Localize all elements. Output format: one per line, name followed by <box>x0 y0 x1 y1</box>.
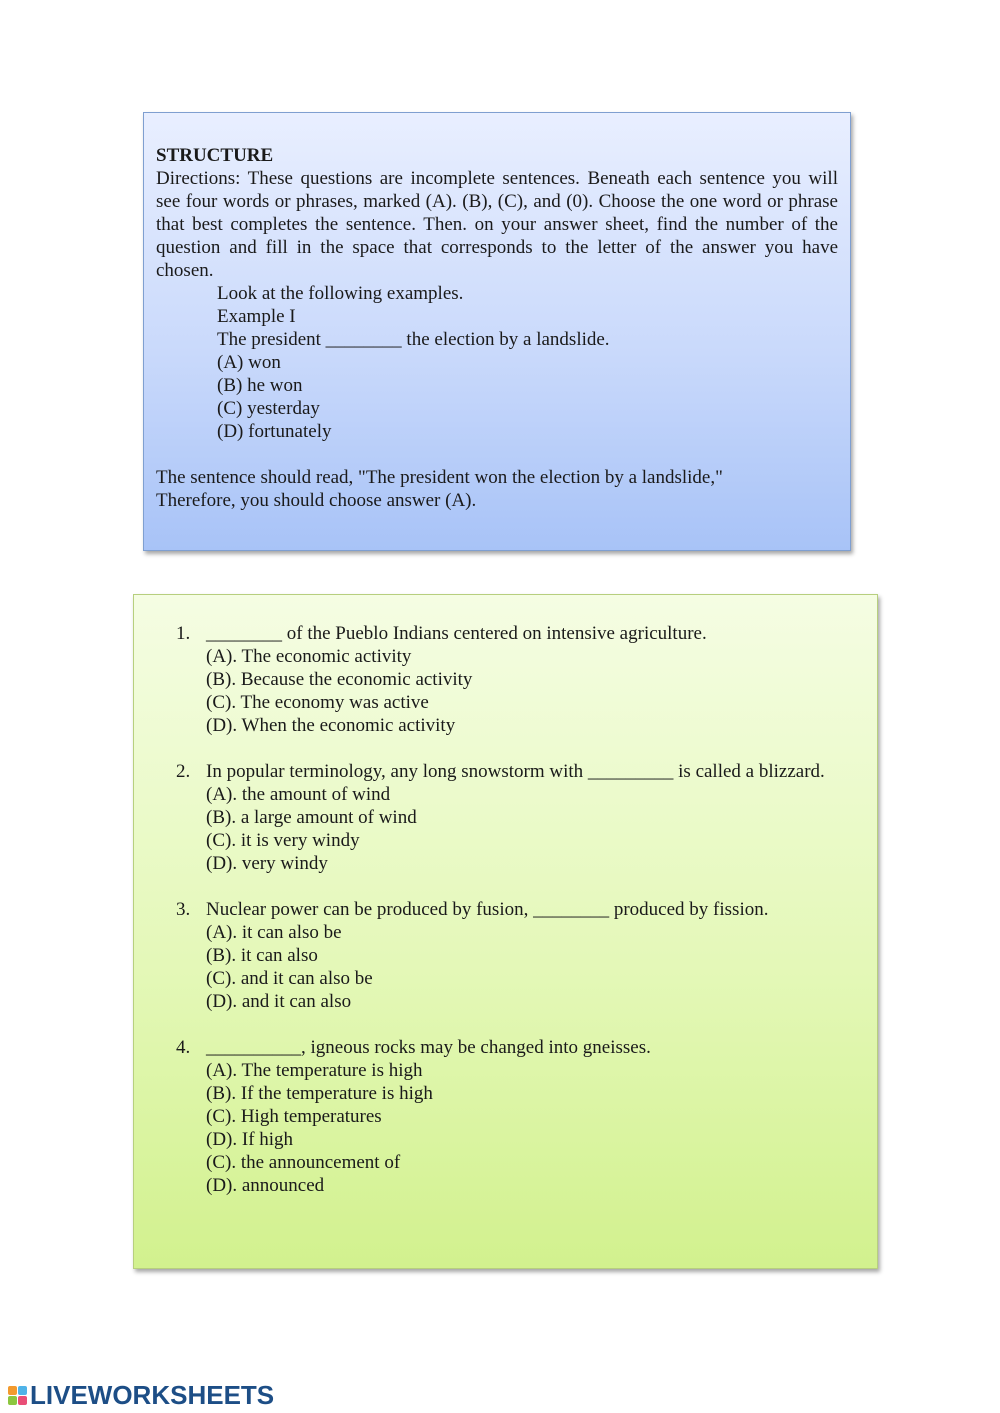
question-4 <box>134 1036 877 1197</box>
question-stem: ________ of the Pueblo Indians centered on intensive agriculture. <box>206 623 707 644</box>
answer-option[interactable]: (A). The temperature is high <box>206 1060 423 1081</box>
explanation-line-1: The sentence should read, "The president won the election by a landslide," <box>156 467 723 488</box>
questions-box <box>133 594 878 1269</box>
section-title: STRUCTURE <box>156 145 274 166</box>
answer-option[interactable]: (A). the amount of wind <box>206 784 391 805</box>
example-option: (C) yesterday <box>217 398 320 419</box>
question-number: 1. <box>176 623 191 644</box>
explanation-line-2: Therefore, you should choose answer (A). <box>156 490 477 511</box>
example-block <box>156 282 838 443</box>
answer-option[interactable]: (D). and it can also <box>206 991 352 1012</box>
answer-option[interactable]: (C). and it can also be <box>206 968 373 989</box>
question-1 <box>134 622 877 737</box>
answer-option[interactable]: (C). it is very windy <box>206 830 360 851</box>
answer-option[interactable]: (B). a large amount of wind <box>206 807 417 828</box>
answer-option[interactable]: (B). it can also <box>206 945 318 966</box>
structure-directions-box <box>143 112 851 551</box>
answer-option[interactable]: (C). the announcement of <box>206 1152 401 1173</box>
example-option: (B) he won <box>217 375 303 396</box>
example-option: (D) fortunately <box>217 421 332 442</box>
answer-option[interactable]: (D). When the economic activity <box>206 715 456 736</box>
example-intro: Look at the following examples. <box>217 283 464 304</box>
question-number: 2. <box>176 761 191 782</box>
example-option: (A) won <box>217 352 281 373</box>
answer-option[interactable]: (B). Because the economic activity <box>206 669 473 690</box>
answer-option[interactable]: (C). High temperatures <box>206 1106 382 1127</box>
directions-text: Directions: These questions are incomplete sentences. Beneath each sentence you will see four words or phrases, marked (A). (B), (C), and (0). Choose the one word or phrase that best completes the sentence. Then. on your answer sheet, find the number of the question and fill in the space that corresponds to the letter of the answer you have chosen. <box>156 168 838 281</box>
answer-option[interactable]: (C). The economy was active <box>206 692 429 713</box>
answer-option[interactable]: (A). it can also be <box>206 922 342 943</box>
question-2 <box>134 760 877 875</box>
question-stem: Nuclear power can be produced by fusion, ________ produced by fission. <box>206 899 769 920</box>
answer-option[interactable]: (D). If high <box>206 1129 294 1150</box>
question-3 <box>134 898 877 1013</box>
answer-option[interactable]: (D). very windy <box>206 853 328 874</box>
liveworksheets-logo[interactable] <box>8 1380 274 1410</box>
logo-blocks-icon <box>8 1386 27 1405</box>
logo-text: LIVEWORKSHEETS <box>30 1379 275 1410</box>
answer-option[interactable]: (B). If the temperature is high <box>206 1083 433 1104</box>
answer-option[interactable]: (D). announced <box>206 1175 325 1196</box>
example-label: Example I <box>217 306 296 327</box>
answer-option[interactable]: (A). The economic activity <box>206 646 412 667</box>
question-stem: __________, igneous rocks may be changed into gneisses. <box>206 1037 651 1058</box>
question-stem: In popular terminology, any long snowstorm with _________ is called a blizzard. <box>206 761 825 782</box>
question-number: 3. <box>176 899 191 920</box>
question-number: 4. <box>176 1037 191 1058</box>
example-sentence: The president ________ the election by a landslide. <box>217 329 610 350</box>
